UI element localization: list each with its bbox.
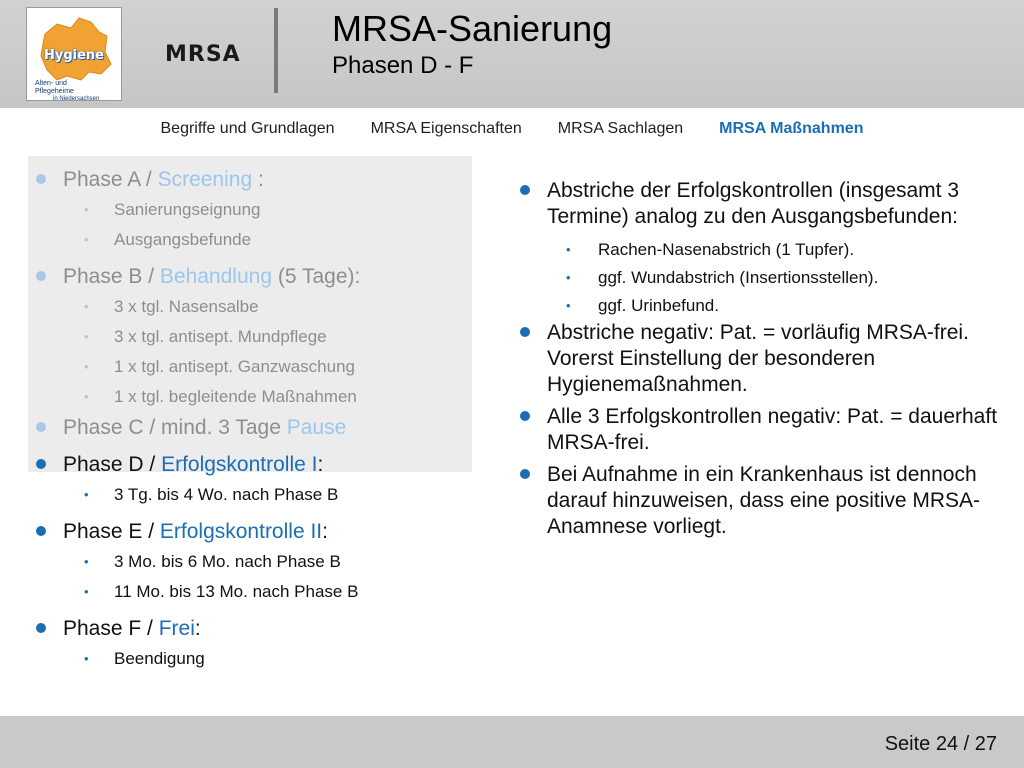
list-item: • 3 Mo. bis 6 Mo. nach Phase B <box>36 547 476 577</box>
nav-item-eigenschaften[interactable]: MRSA Eigenschaften <box>370 120 522 137</box>
details-list <box>520 178 1000 546</box>
nav-item-begriffe[interactable]: Begriffe und Grundlagen <box>160 120 335 137</box>
phase-d-item: Phase D / Erfolgskontrolle I: <box>36 449 476 480</box>
phase-a-item: Phase A / Screening : <box>36 164 476 195</box>
hygiene-logo <box>26 7 122 101</box>
phase-c-item: Phase C / mind. 3 Tage Pause <box>36 412 476 443</box>
nav-item-sachlagen[interactable]: MRSA Sachlagen <box>557 120 684 137</box>
phase-list <box>36 164 476 674</box>
list-item: • 1 x tgl. begleitende Maßnahmen <box>36 382 476 412</box>
logo-title: Hygiene <box>43 48 104 63</box>
slide-subtitle: Phasen D - F <box>332 52 474 79</box>
list-item: • 1 x tgl. antisept. Ganzwaschung <box>36 352 476 382</box>
detail-item: Bei Aufnahme in ein Krankenhaus ist dennoch darauf hinzuweisen, dass eine positive MRSA-Anamnese vorliegt. <box>520 462 1000 540</box>
detail-item: Abstriche der Erfolgskontrollen (insgesamt 3 Termine) analog zu den Ausgangsbefunden: <box>520 178 1000 230</box>
page-number: Seite 24 / 27 <box>884 733 997 755</box>
section-tag: MRSA <box>165 42 241 67</box>
list-item: • 3 Tg. bis 4 Wo. nach Phase B <box>36 480 476 510</box>
slide-title: MRSA-Sanierung <box>332 8 613 49</box>
phase-b-item: Phase B / Behandlung (5 Tage): <box>36 261 476 292</box>
list-item: • 3 x tgl. antisept. Mundpflege <box>36 322 476 352</box>
phase-f-item: Phase F / Frei: <box>36 613 476 644</box>
detail-item: Alle 3 Erfolgskontrollen negativ: Pat. = dauerhaft MRSA-frei. <box>520 404 1000 456</box>
list-item: • Rachen-Nasenabstrich (1 Tupfer). <box>520 236 1000 264</box>
list-item: • Beendigung <box>36 644 476 674</box>
list-item: • Sanierungseignung <box>36 195 476 225</box>
footer <box>0 716 1024 768</box>
logo-region: in Niedersachsen <box>53 96 100 102</box>
detail-item: Abstriche negativ: Pat. = vorläufig MRSA-frei. Vorerst Einstellung der besonderen Hygienemaßnahmen. <box>520 320 1000 398</box>
phase-e-item: Phase E / Erfolgskontrolle II: <box>36 516 476 547</box>
logo-subtitle: Alten- und Pflegeheime <box>35 80 74 95</box>
list-item: • ggf. Wundabstrich (Insertionsstellen). <box>520 264 1000 292</box>
list-item: • Ausgangsbefunde <box>36 225 476 255</box>
list-item: • ggf. Urinbefund. <box>520 292 1000 320</box>
header <box>0 0 1024 108</box>
list-item: • 11 Mo. bis 13 Mo. nach Phase B <box>36 577 476 607</box>
nav-item-massnahmen[interactable]: MRSA Maßnahmen <box>719 120 864 137</box>
list-item: • 3 x tgl. Nasensalbe <box>36 292 476 322</box>
section-nav <box>0 108 1024 150</box>
header-divider <box>274 8 278 93</box>
